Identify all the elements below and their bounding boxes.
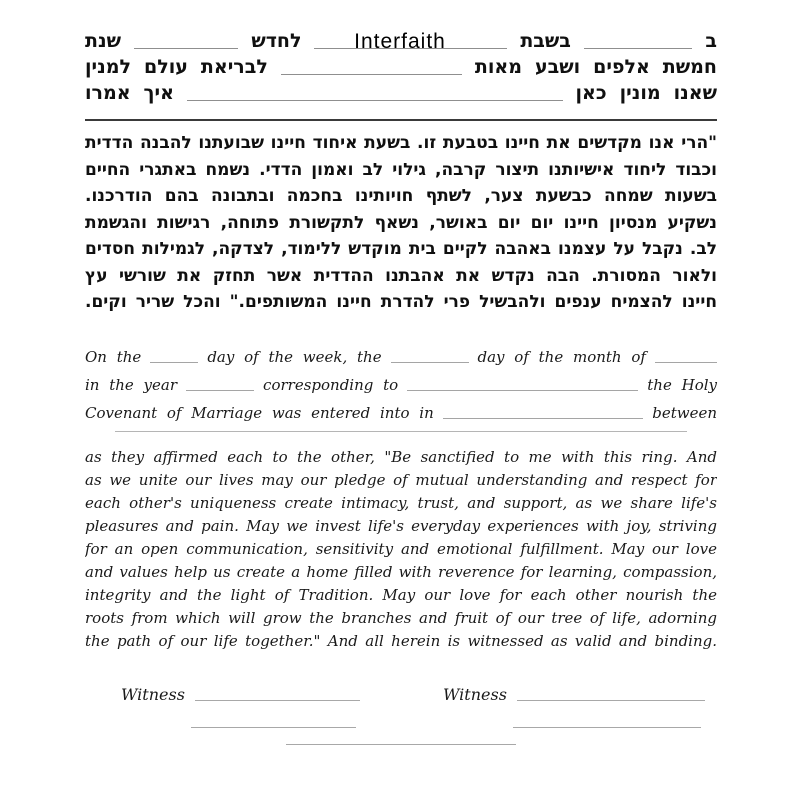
english-paragraph-line: the path of our life together." And all herein is witnessed as valid and binding.: [85, 631, 717, 650]
english-fill-word: between: [652, 403, 717, 422]
witness-right: [395, 677, 717, 704]
witness-left: [85, 677, 395, 704]
witness-left-signature-line: [195, 699, 360, 701]
hebrew-paragraph-line: וכבוד ליחוד אישיותנו תיצור קרבה, גילוי לב ואמון הדדי. נשמח באתגרי החיים: [85, 159, 717, 180]
witness-right-label: Witness: [443, 684, 507, 704]
hebrew-fill-word: איך: [143, 82, 174, 104]
hebrew-fill-word: שאנו: [673, 82, 717, 104]
hebrew-fill-word: מאות: [474, 56, 522, 78]
couple-names-blank-line: [115, 430, 687, 432]
hebrew-fill-word: ב: [705, 30, 717, 52]
hebrew-fill-word: שנת: [85, 30, 121, 52]
hebrew-fill-row: [85, 78, 717, 104]
officiant-line-row: [85, 743, 717, 745]
hebrew-vows-paragraph: [85, 130, 717, 316]
english-paragraph-line: as they affirmed each to the other, "Be sanctified to me with this ring. And: [85, 447, 717, 466]
hebrew-fill-word: בשבת: [520, 30, 571, 52]
witness-second-line-row: [85, 704, 717, 731]
blank-fill-line: [186, 389, 254, 391]
witness-right-second-line: [513, 726, 701, 728]
hebrew-fill-word: אמרו: [85, 82, 131, 104]
hebrew-fill-word: מונין: [619, 82, 661, 104]
witness-signature-row: [85, 677, 717, 704]
hebrew-fill-word: למנין: [85, 56, 131, 78]
blank-fill-line: [134, 47, 238, 49]
hebrew-fill-row: [85, 52, 717, 78]
hebrew-fill-word: לבריאת: [200, 56, 268, 78]
hebrew-fill-word: עולם: [143, 56, 188, 78]
hebrew-fill-word: לחדש: [251, 30, 302, 52]
blank-fill-line: [391, 361, 469, 363]
witness-left-second-line: [191, 726, 356, 728]
hebrew-paragraph-line: "הרי אנו מקדשים את חיינו בטבעת זו. בשעת איחוד חיינו שבועתנו להבנה הדדית: [85, 133, 717, 153]
blank-fill-line: [281, 73, 462, 75]
page-title: Interfaith: [354, 30, 446, 53]
hebrew-date-fill-section: [85, 26, 717, 104]
hebrew-fill-word: כאן: [575, 82, 607, 104]
hebrew-paragraph-line: חיינו להצמיח ענפים ולהבשיל פרי להדרת חיינו המשותפים." והכל שריר וקים.: [85, 292, 717, 312]
english-paragraph-line: integrity and the light of Tradition. May our love for each other nourish the: [85, 585, 717, 604]
witness-right-signature-line: [517, 699, 705, 701]
hebrew-paragraph-line: ולאור המסורת. הבה נקדש את אהבתנו ההדדית אשר תחזק את שורשי עץ: [85, 265, 717, 286]
section-divider-rule: [85, 119, 717, 121]
english-paragraph-line: roots from which will grow the branches and fruit of our tree of life, adorning: [85, 608, 717, 627]
english-fill-word: corresponding to: [263, 375, 399, 394]
hebrew-paragraph-line: בשעות שמחה כבשעת צער, לשתף חויותינו בחכמה ובתבונה בהם הודרכנו.: [85, 186, 717, 206]
hebrew-fill-row: [85, 26, 717, 52]
english-paragraph-line: pleasures and pain. May we invest life's everyday experiences with joy, striving: [85, 516, 717, 535]
witness-right-second: [395, 704, 717, 731]
hebrew-paragraph-line: נשקיע מנסיון חיינו יום יום באושר, נשאף לתקשורת פתוחה, רגישות והגשמת: [85, 212, 717, 233]
witness-left-second: [85, 704, 395, 731]
hebrew-fill-word: ושבע: [534, 56, 581, 78]
english-fill-word: the Holy: [647, 375, 717, 394]
blank-fill-line: [443, 417, 643, 419]
hebrew-paragraph-line: לב. נקבל על עצמנו באהבה לקיים בית מוקדש ללימוד, לצדקה, לגמילות חסדים: [85, 239, 717, 259]
center-signature-line: [286, 743, 516, 745]
witness-section: [85, 677, 717, 745]
english-paragraph-line: for an open communication, sensitivity and emotional fulfillment. May our love: [85, 539, 717, 558]
hebrew-fill-word: אלפים: [593, 56, 650, 78]
english-fill-word: day of the week, the: [207, 347, 382, 366]
english-fill-word: On the: [85, 347, 142, 366]
blank-fill-line: [314, 47, 507, 49]
blank-fill-line: [407, 389, 638, 391]
english-fill-word: day of the month of: [477, 347, 646, 366]
english-fill-row: [85, 366, 717, 394]
blank-fill-line: [150, 361, 198, 363]
witness-left-label: Witness: [121, 684, 185, 704]
english-paragraph-line: and values help us create a home filled with reverence for learning, compassion,: [85, 562, 717, 581]
english-fill-row: [85, 338, 717, 366]
blank-fill-line: [584, 47, 693, 49]
english-paragraph-line: as we unite our lives may our pledge of mutual understanding and respect for: [85, 470, 717, 489]
english-paragraph-line: each other's uniqueness create intimacy, trust, and support, as we share life's: [85, 493, 717, 512]
english-fill-word: in the year: [85, 375, 178, 394]
english-fill-row: [85, 394, 717, 422]
english-fill-word: Covenant of Marriage was entered into in: [85, 403, 434, 422]
hebrew-fill-word: חמשת: [662, 56, 717, 78]
document-content: [85, 0, 717, 745]
english-date-fill-section: [85, 338, 717, 422]
blank-fill-line: [655, 361, 717, 363]
blank-fill-line: [187, 99, 563, 101]
english-vows-paragraph: [85, 446, 717, 653]
